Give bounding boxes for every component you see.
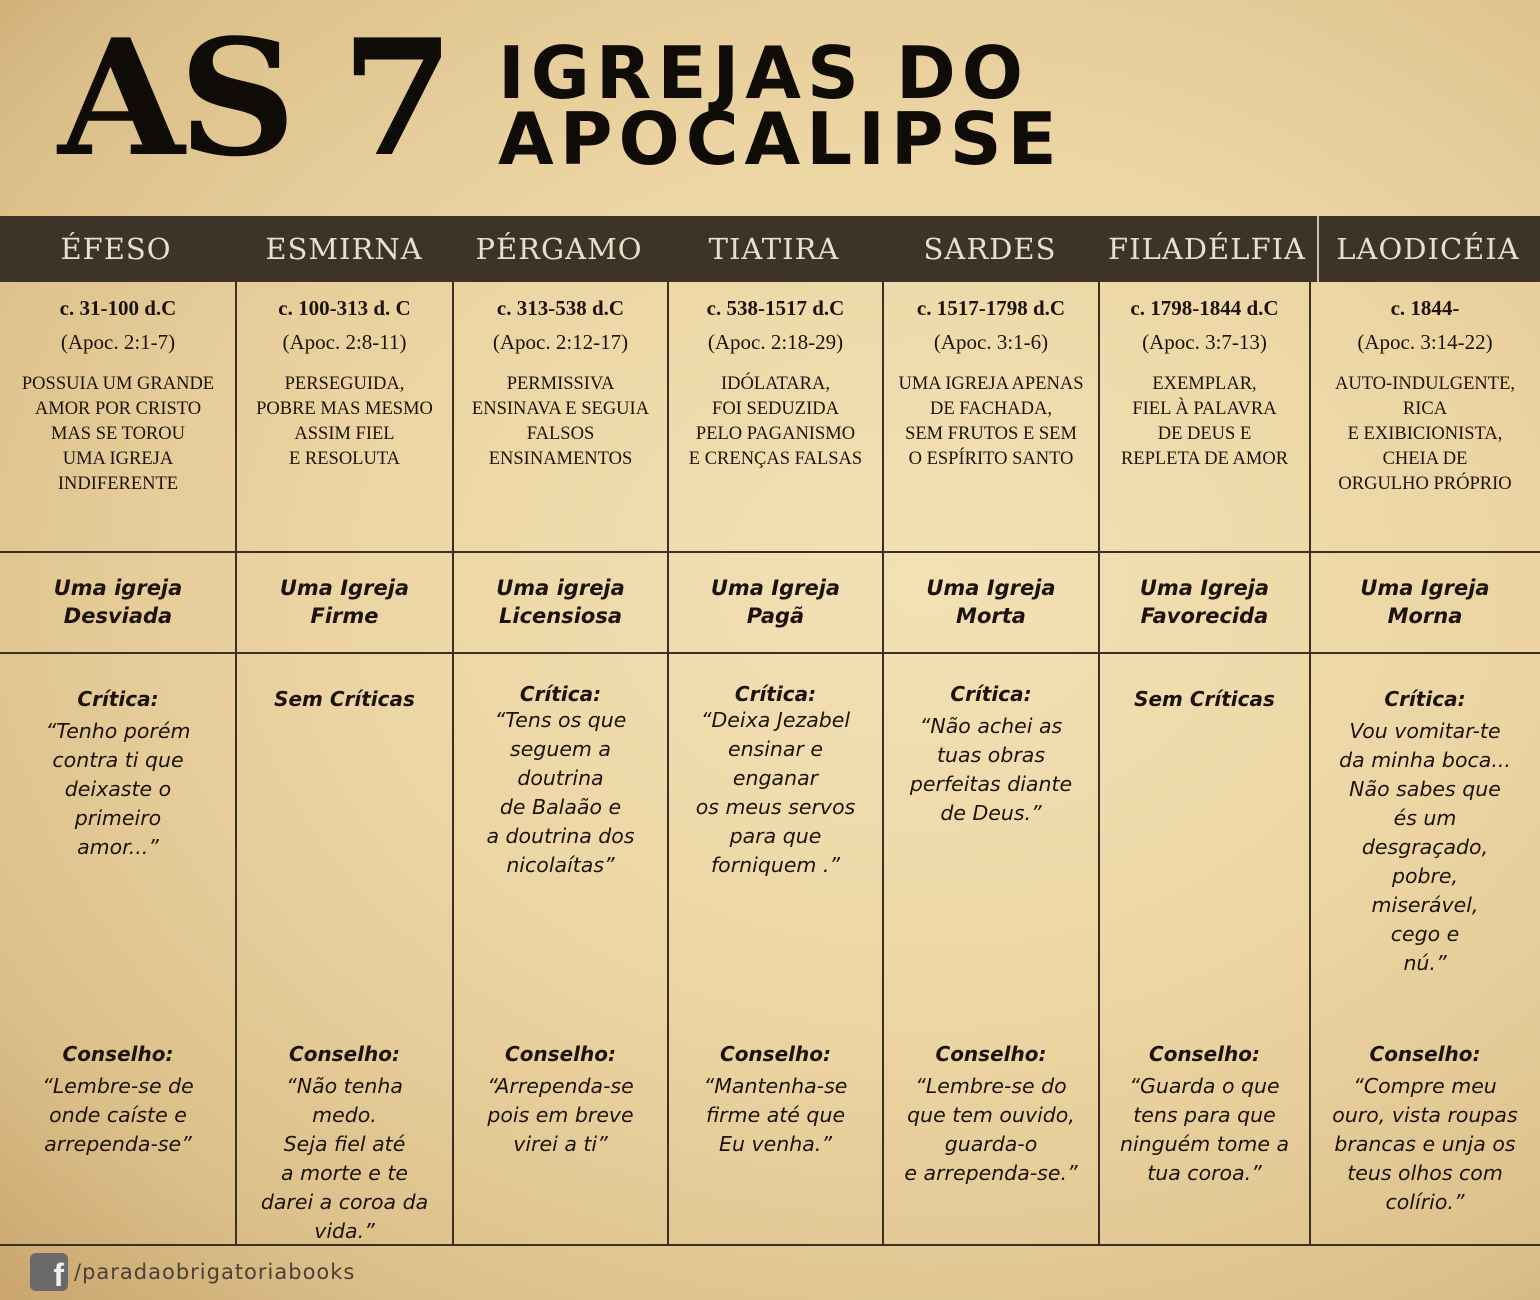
description-line: REPLETA DE AMOR	[1120, 449, 1289, 469]
advice-line: Seja fiel até	[283, 1132, 406, 1156]
church-description	[453, 372, 668, 472]
critique-line: forniquem .”	[710, 853, 841, 877]
column-divider	[452, 282, 454, 1246]
advice-text	[453, 1072, 668, 1159]
critique-line: pobre,	[1391, 864, 1459, 888]
church-column	[668, 282, 883, 1246]
advice-line: arrependa-se”	[44, 1132, 192, 1156]
advice-label: Conselho:	[1149, 1042, 1260, 1066]
advice-line: ninguém tome a	[1119, 1132, 1290, 1156]
critique-label: Crítica:	[1384, 687, 1466, 711]
type-line: Uma igreja	[496, 576, 625, 600]
advice-line: tens para que	[1133, 1103, 1276, 1127]
description-line: CHEIA DE	[1382, 449, 1468, 469]
advice-text	[883, 1072, 1099, 1188]
column-divider	[235, 282, 237, 1246]
type-line: Morta	[956, 604, 1026, 628]
critique-line: miserável,	[1371, 893, 1479, 917]
church-description	[1099, 372, 1310, 472]
type-line: Pagã	[746, 604, 805, 628]
church-period: c. 1517-1798 d.C	[916, 296, 1066, 320]
critique-line: cego e	[1390, 922, 1460, 946]
church-type	[1310, 574, 1540, 630]
advice-line: e arrependa-se.”	[904, 1161, 1078, 1185]
description-line: SEM FRUTOS E SEM	[905, 424, 1077, 444]
advice-line: “Arrependa-se	[487, 1074, 634, 1098]
type-line: Favorecida	[1140, 604, 1269, 628]
church-description	[236, 372, 453, 472]
header-sardes: SARDES	[923, 232, 1057, 266]
header-tiatira: TIATIRA	[708, 232, 840, 266]
advice-line: colírio.”	[1385, 1190, 1465, 1214]
advice-line: virei a ti”	[513, 1132, 608, 1156]
church-reference: (Apoc. 2:12-17)	[492, 330, 629, 354]
description-line: POBRE MAS MESMO	[256, 399, 433, 419]
type-line: Uma Igreja	[1139, 576, 1270, 600]
type-line: Licensiosa	[498, 604, 623, 628]
critique-line: nú.”	[1403, 951, 1447, 975]
description-line: MAS SE TOROU	[51, 424, 185, 444]
advice-text	[668, 1072, 883, 1159]
description-line: FOI SEDUZIDA	[712, 399, 839, 419]
description-line: FALSOS	[526, 424, 595, 444]
type-line: Uma Igreja	[926, 576, 1056, 600]
church-column	[1099, 282, 1310, 1246]
advice-label: Conselho:	[1369, 1042, 1481, 1066]
critique-line: perfeitas diante	[909, 772, 1073, 796]
description-line: UMA IGREJA APENAS	[898, 374, 1084, 394]
advice-text	[0, 1072, 236, 1159]
page-title-big: AS 7	[58, 4, 449, 192]
critique-text	[1310, 717, 1540, 978]
description-line: POSSUIA UM GRANDE	[21, 374, 215, 394]
advice-label: Conselho:	[935, 1042, 1047, 1066]
description-line: IDÓLATARA,	[721, 374, 830, 394]
description-line: ORGULHO PRÓPRIO	[1338, 474, 1512, 494]
critique-text	[0, 717, 236, 862]
church-description	[668, 372, 883, 472]
row-divider	[0, 1244, 1540, 1246]
critique-line: desgraçado,	[1361, 835, 1489, 859]
critique-label: Crítica:	[950, 682, 1032, 706]
critique-line: amor...”	[77, 835, 159, 859]
type-line: Uma Igreja	[1360, 576, 1490, 600]
critique-line: és um	[1393, 806, 1457, 830]
facebook-icon[interactable]: f	[30, 1253, 68, 1291]
critique-line: nicolaítas”	[506, 853, 615, 877]
critique-line: primeiro	[74, 806, 162, 830]
description-line: INDIFERENTE	[57, 474, 179, 494]
column-divider	[1309, 282, 1311, 1246]
advice-label: Conselho:	[289, 1042, 400, 1066]
description-line: UMA IGREJA	[62, 449, 174, 469]
advice-label: Conselho:	[720, 1042, 831, 1066]
church-column	[236, 282, 453, 1246]
footer	[30, 1252, 355, 1292]
description-line: PELO PAGANISMO	[695, 424, 856, 444]
church-reference: (Apoc. 2:1-7)	[60, 330, 176, 354]
critique-line: Vou vomitar-te	[1349, 719, 1501, 743]
church-period: c. 1844-	[1390, 296, 1460, 320]
description-line: E EXIBICIONISTA,	[1347, 424, 1503, 444]
type-line: Uma igreja	[53, 576, 183, 600]
advice-line: onde caíste e	[49, 1103, 187, 1127]
column-divider	[667, 282, 669, 1246]
advice-line: “Guarda o que	[1129, 1074, 1280, 1098]
advice-line: “Compre meu	[1353, 1074, 1497, 1098]
header-bar	[0, 216, 1540, 282]
type-line: Uma Igreja	[279, 576, 410, 600]
advice-line: vida.”	[314, 1219, 375, 1243]
advice-text	[236, 1072, 453, 1246]
description-line: RICA	[1402, 399, 1448, 419]
description-line: E RESOLUTA	[288, 449, 401, 469]
church-period: c. 31-100 d.C	[59, 296, 177, 320]
critique-line: contra ti que	[52, 748, 184, 772]
description-line: FIEL À PALAVRA	[1132, 399, 1277, 419]
critique-line: tuas obras	[936, 743, 1045, 767]
advice-line: medo.	[312, 1103, 377, 1127]
critique-label: Crítica:	[77, 687, 159, 711]
critique-line: ensinar e	[727, 737, 824, 761]
critique-line: seguem a	[510, 737, 611, 761]
church-type	[0, 574, 236, 630]
church-description	[0, 372, 236, 497]
advice-line: pois em breve	[487, 1103, 634, 1127]
advice-line: “Lembre-se de	[42, 1074, 194, 1098]
advice-line: “Lembre-se do	[915, 1074, 1067, 1098]
description-line: O ESPÍRITO SANTO	[908, 449, 1074, 469]
title-line-1: IGREJAS DO	[498, 31, 1029, 115]
critique-line: de Balaão e	[499, 795, 622, 819]
description-line: ENSINAVA E SEGUIA	[471, 399, 650, 419]
advice-line: tua coroa.”	[1147, 1161, 1262, 1185]
critique-line: doutrina	[517, 766, 604, 790]
critique-label: Crítica:	[519, 682, 602, 706]
description-line: DE FACHADA,	[930, 399, 1052, 419]
church-reference: (Apoc. 3:1-6)	[933, 330, 1049, 354]
church-column	[453, 282, 668, 1246]
description-line: PERMISSIVA	[506, 374, 615, 394]
critique-text	[883, 712, 1099, 828]
header-filadélfia: FILADÉLFIA	[1108, 232, 1306, 266]
type-line: Desviada	[63, 604, 173, 628]
critique-line: a doutrina dos	[486, 824, 635, 848]
advice-line: ouro, vista roupas	[1332, 1103, 1518, 1127]
critique-line: da minha boca...	[1339, 748, 1511, 772]
header-éfeso: ÉFESO	[60, 232, 172, 266]
critique-label: Sem Críticas	[1134, 687, 1275, 711]
type-line: Morna	[1387, 604, 1463, 628]
church-type	[883, 574, 1099, 630]
church-type	[453, 574, 668, 630]
critique-line: “Tens os que	[494, 708, 627, 732]
description-line: ASSIM FIEL	[294, 424, 395, 444]
critique-line: Não sabes que	[1349, 777, 1501, 801]
header-laodicéia: LAODICÉIA	[1336, 232, 1520, 266]
critique-line: para que	[729, 824, 822, 848]
critique-line: “Deixa Jezabel	[700, 708, 851, 732]
critique-line: de Deus.”	[940, 801, 1042, 825]
critique-label: Crítica:	[734, 682, 817, 706]
header-pérgamo: PÉRGAMO	[475, 232, 643, 266]
type-line: Uma Igreja	[710, 576, 841, 600]
column-divider	[882, 282, 884, 1246]
description-line: AMOR POR CRISTO	[34, 399, 202, 419]
advice-line: Eu venha.”	[719, 1132, 832, 1156]
church-period: c. 1798-1844 d.C	[1130, 296, 1279, 320]
critique-line: deixaste o	[64, 777, 172, 801]
advice-text	[1310, 1072, 1540, 1217]
critique-line: enganar	[732, 766, 819, 790]
advice-line: darei a coroa da	[260, 1190, 429, 1214]
church-type	[668, 574, 883, 630]
critique-label: Sem Críticas	[274, 687, 415, 711]
type-line: Firme	[310, 604, 379, 628]
church-reference: (Apoc. 3:14-22)	[1357, 330, 1493, 354]
church-period: c. 313-538 d.C	[496, 296, 625, 320]
row-divider	[0, 551, 1540, 553]
row-divider	[0, 652, 1540, 654]
advice-label: Conselho:	[62, 1042, 174, 1066]
critique-line: “Não achei as	[919, 714, 1063, 738]
church-period: c. 538-1517 d.C	[706, 296, 845, 320]
advice-line: guarda-o	[944, 1132, 1038, 1156]
column-divider	[1098, 282, 1100, 1246]
title-line-2: APOCALIPSE	[498, 97, 1063, 181]
description-line: EXEMPLAR,	[1152, 374, 1257, 394]
church-column	[1310, 282, 1540, 1246]
description-line: AUTO-INDULGENTE,	[1335, 374, 1515, 394]
critique-line: “Tenho porém	[45, 719, 191, 743]
church-description	[883, 372, 1099, 472]
advice-line: brancas e unja os	[1334, 1132, 1516, 1156]
advice-line: firme até que	[705, 1103, 846, 1127]
church-reference: (Apoc. 2:18-29)	[707, 330, 844, 354]
advice-text	[1099, 1072, 1310, 1188]
description-line: DE DEUS E	[1157, 424, 1252, 444]
critique-text	[453, 706, 668, 880]
church-column	[0, 282, 236, 1246]
advice-label: Conselho:	[505, 1042, 616, 1066]
critique-line: os meus servos	[695, 795, 856, 819]
church-type	[1099, 574, 1310, 630]
advice-line: “Mantenha-se	[703, 1074, 848, 1098]
description-line: PERSEGUIDA,	[284, 374, 405, 394]
church-column	[883, 282, 1099, 1246]
church-type	[236, 574, 453, 630]
advice-line: “Não tenha	[286, 1074, 403, 1098]
header-esmirna: ESMIRNA	[265, 232, 423, 266]
description-line: E CRENÇAS FALSAS	[688, 449, 863, 469]
church-period: c. 100-313 d. C	[278, 296, 411, 320]
advice-line: a morte e te	[281, 1161, 408, 1185]
advice-line: teus olhos com	[1347, 1161, 1503, 1185]
page-title	[498, 31, 1063, 181]
advice-line: que tem ouvido,	[907, 1103, 1075, 1127]
description-line: ENSINAMENTOS	[488, 449, 633, 469]
church-description	[1310, 372, 1540, 497]
church-reference: (Apoc. 3:7-13)	[1142, 330, 1267, 354]
footer-handle[interactable]: /paradaobrigatoriabooks	[74, 1260, 356, 1284]
church-reference: (Apoc. 2:8-11)	[282, 330, 407, 354]
critique-text	[668, 706, 883, 880]
